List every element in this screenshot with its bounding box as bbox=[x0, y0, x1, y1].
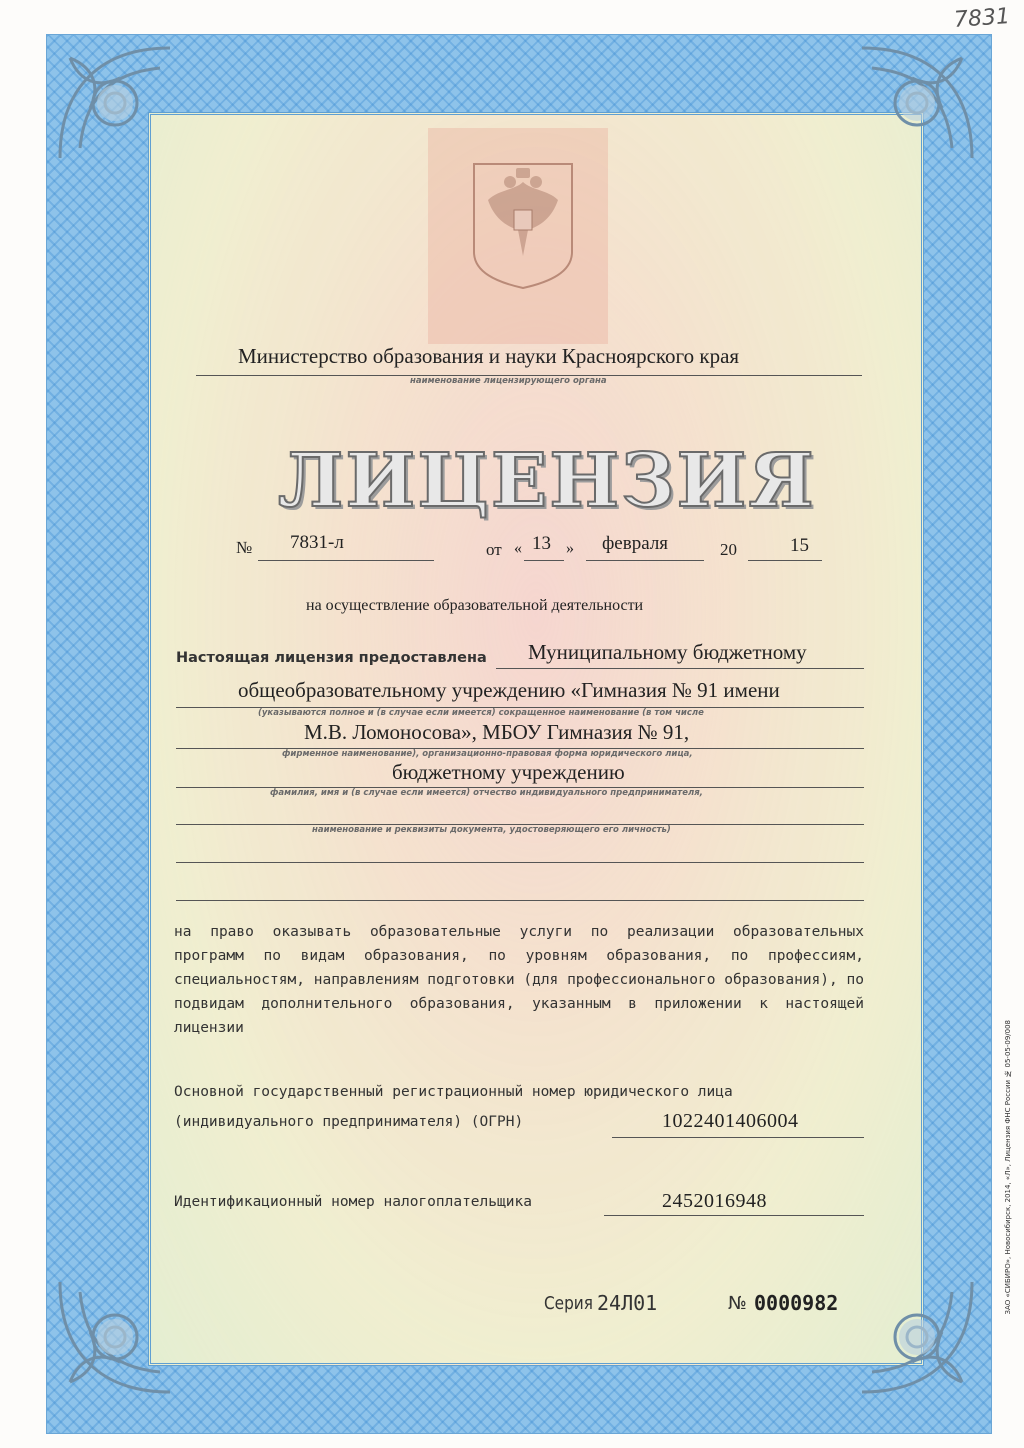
grantee-rule-7 bbox=[176, 900, 864, 901]
purpose-text: на осуществление образовательной деятельности bbox=[306, 597, 644, 614]
ogrn-label-1: Основной государственный регистрационный номер юридического лица bbox=[174, 1084, 733, 1100]
day-line bbox=[524, 560, 564, 561]
corner-ornament-bottom-right bbox=[842, 1262, 992, 1412]
grantee-caption-3: фамилия, имя и (в случае если имеется) отчество индивидуального предпринимателя, bbox=[270, 788, 703, 798]
license-month: февраля bbox=[602, 533, 669, 554]
inn-label: Идентификационный номер налогоплательщика bbox=[174, 1194, 532, 1210]
grantee-rule-1 bbox=[496, 668, 864, 669]
license-number: 7831-л bbox=[290, 532, 344, 553]
grantee-label: Настоящая лицензия предоставлена bbox=[176, 650, 487, 666]
grantee-caption-2: фирменное наименование), организационно-правовая форма юридического лица, bbox=[282, 749, 693, 759]
from-label: от bbox=[486, 540, 502, 559]
rights-text: на право оказывать образовательные услуги по реализации образовательных программ по видам образования, по уровням образования, по профессиям, специальностям, направлениям подготовки (для профессионального образования), по подвидам дополнительного образования, указанным в приложении к настоящей лицензии bbox=[174, 924, 864, 1036]
grantee-line-4: бюджетному учреждению bbox=[392, 760, 625, 784]
authority-name: Министерство образования и науки Красноярского края bbox=[238, 344, 740, 368]
inn-line bbox=[604, 1215, 864, 1216]
printer-note: ЗАО «СИБИРО», Новосибирск, 2014, «Л», Лицензия ФНС России № 05-05-09/008 bbox=[1004, 1020, 1012, 1315]
license-number-line bbox=[258, 560, 434, 561]
quote-open: « bbox=[514, 540, 522, 557]
blank-number: 0000982 bbox=[754, 1291, 839, 1315]
grantee-line-1: Муниципальному бюджетному bbox=[528, 640, 807, 664]
license-day: 13 bbox=[532, 533, 551, 554]
handwritten-number: 7831 bbox=[953, 4, 1011, 33]
series-label: Серия bbox=[544, 1293, 593, 1314]
corner-ornament-bottom-left bbox=[40, 1262, 190, 1412]
coat-of-arms-icon bbox=[470, 160, 576, 290]
month-line bbox=[586, 560, 704, 561]
year-line bbox=[748, 560, 822, 561]
inn-value: 2452016948 bbox=[662, 1190, 767, 1212]
grantee-caption-4: наименование и реквизиты документа, удостоверяющего его личность) bbox=[312, 825, 671, 835]
authority-caption: наименование лицензирующего органа bbox=[410, 376, 607, 386]
grantee-rule-6 bbox=[176, 862, 864, 863]
grantee-line-2: общеобразовательному учреждению «Гимназия № 91 имени bbox=[238, 678, 780, 702]
blank-number-sign: № bbox=[728, 1293, 747, 1314]
series-value: 24Л01 bbox=[597, 1291, 658, 1315]
ogrn-line bbox=[612, 1137, 864, 1138]
year-suffix: 15 bbox=[790, 535, 809, 556]
grantee-caption-1: (указываются полное и (в случае если имеется) сокращенное наименование (в том числе bbox=[258, 708, 704, 718]
ogrn-value: 1022401406004 bbox=[662, 1110, 799, 1132]
quote-close: » bbox=[566, 540, 574, 557]
grantee-line-3: М.В. Ломоносова», МБОУ Гимназия № 91, bbox=[304, 720, 690, 744]
ogrn-label-2: (индивидуального предпринимателя) (ОГРН) bbox=[174, 1114, 524, 1130]
license-title: ЛИЦЕНЗИЯ bbox=[278, 438, 816, 524]
year-prefix: 20 bbox=[720, 540, 737, 559]
corner-ornament-top-right bbox=[842, 28, 992, 178]
corner-ornament-top-left bbox=[40, 28, 190, 178]
number-sign: № bbox=[236, 538, 253, 557]
